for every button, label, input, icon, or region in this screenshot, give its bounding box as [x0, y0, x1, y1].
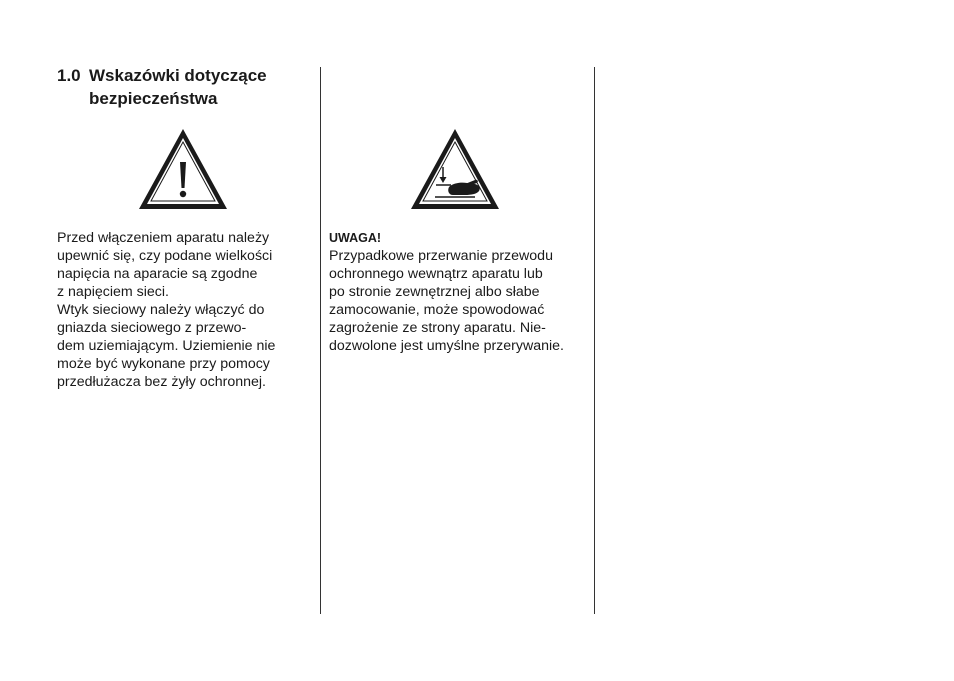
crush-hazard-hand-icon [409, 127, 501, 211]
voltage-check-paragraph: Przed włączeniem aparatu należy upewnić się, czy podane wielkości napięcia na aparacie są zgodne z napięciem sieci. [57, 230, 273, 300]
grounding-paragraph: Wtyk sieciowy należy włączyć do gniazda sieciowego z przewo- dem uziemiającym. Uziemienie nie może być wykonane przy pomocy przedłużacza bez żyły ochronnej. [57, 302, 276, 390]
section-heading [57, 64, 319, 110]
section-number: 1.0 [57, 66, 81, 85]
warning-paragraph: Przypadkowe przerwanie przewodu ochronnego wewnątrz aparatu lub po stronie zewnętrznej albo słabe zamocowanie, może spowodować zagrożenie ze strony aparatu. Nie- dozwolone jest umyślne przerywanie. [329, 248, 564, 354]
section-title: Wskazówki dotyczące bezpieczeństwa [89, 66, 267, 108]
column2-text [329, 229, 584, 355]
column1-text [57, 229, 302, 391]
column-divider-left [320, 67, 321, 614]
warning-label: UWAGA! [329, 231, 382, 245]
column-divider-right [594, 67, 595, 614]
general-warning-triangle-icon [137, 127, 229, 211]
